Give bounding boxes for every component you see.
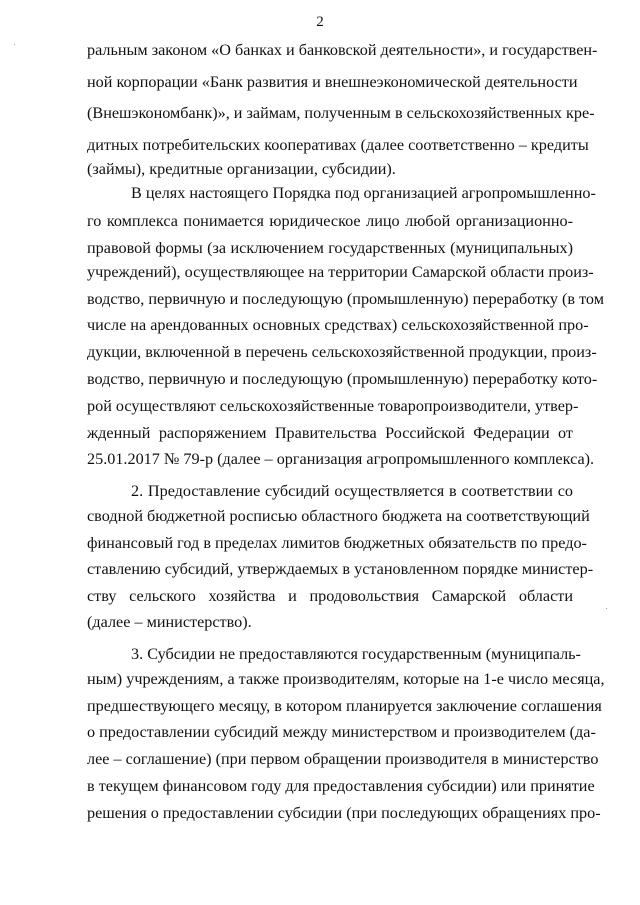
paragraph-line: ральным законом «О банках и банковской деятельности», и государствен- (87, 41, 598, 59)
scan-speck (14, 44, 15, 45)
paragraph-line: ставлению субсидий, утверждаемых в установленном порядке министер- (87, 560, 594, 578)
paragraph-line: (Внешэкономбанк)», и займам, полученным в сельскохозяйственных кре- (87, 104, 595, 122)
paragraph-line: ным) учреждениям, а также производителям, которые на 1-е число месяца, (87, 670, 605, 688)
paragraph-line: водство, первичную и последующую (промышленную) переработку кото- (87, 370, 598, 388)
paragraph-line: о предоставлении субсидий между министерством и производителем (да- (87, 723, 596, 741)
paragraph-line: В целях настоящего Порядка под организацией агропромышленно- (131, 184, 596, 202)
paragraph-line: дукции, включенной в перечень сельскохозяйственной продукции, произ- (87, 343, 597, 361)
page-number: 2 (316, 14, 324, 30)
paragraph-line: в текущем финансовом году для предоставления субсидии) или принятие (87, 777, 595, 795)
paragraph-line: решения о предоставлении субсидии (при последующих обращениях про- (87, 804, 601, 822)
paragraph-line: 25.01.2017 № 79-р (далее – организация агропромышленного комплекса). (87, 450, 595, 468)
paragraph-line: финансовый год в пределах лимитов бюджетных обязательств по предо- (87, 534, 587, 552)
paragraph-line: 3. Субсидии не предоставляются государственным (муниципаль- (131, 645, 581, 663)
paragraph-line: учреждений), осуществляющее на территории Самарской области произ- (87, 263, 594, 281)
paragraph-line: дитных потребительских кооперативах (далее соответственно – кредиты (87, 136, 589, 154)
paragraph-line: лее – соглашение) (при первом обращении производителя в министерство (87, 750, 599, 768)
paragraph-line: го комплекса понимается юридическое лицо любой организационно- (87, 212, 573, 230)
paragraph-line: числе на арендованных основных средствах) сельскохозяйственной про- (87, 316, 589, 334)
paragraph-line: рой осуществляют сельскохозяйственные товаропроизводители, утвер- (87, 397, 579, 415)
paragraph-line: 2. Предоставление субсидий осуществляется в соответствии со (131, 482, 573, 500)
scan-speck (606, 608, 607, 609)
paragraph-line: ной корпорации «Банк развития и внешнеэкономической деятельности (87, 73, 578, 91)
paragraph-line: сводной бюджетной росписью областного бюджета на соответствующий (87, 507, 590, 525)
paragraph-line: водство, первичную и последующую (промышленную) переработку (в том (87, 290, 604, 308)
paragraph-line: (далее – министерство). (87, 613, 252, 631)
paragraph-line: ству сельского хозяйства и продовольствия Самарской области (87, 587, 573, 605)
paragraph-line: правовой формы (за исключением государственных (муниципальных) (87, 239, 573, 257)
paragraph-line: (займы), кредитные организации, субсидии). (87, 160, 396, 178)
paragraph-line: жденный распоряжением Правительства Российской Федерации от (87, 424, 573, 442)
paragraph-line: предшествующего месяцу, в котором планируется заключение соглашения (87, 697, 602, 715)
